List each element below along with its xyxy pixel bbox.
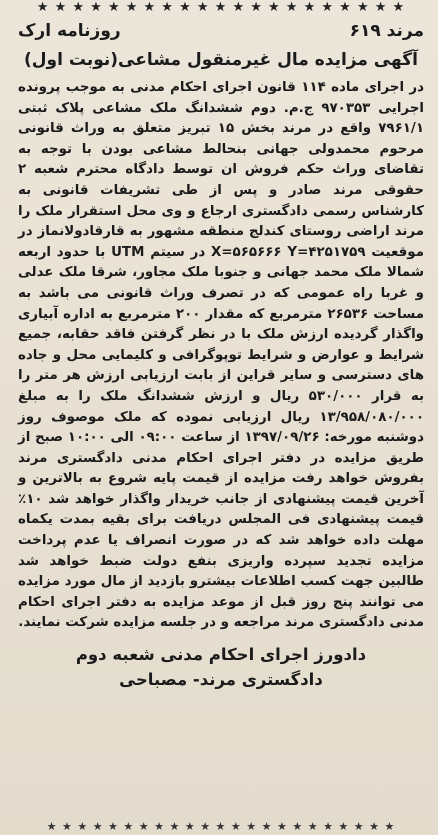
notice-body	[18, 78, 424, 634]
notice-code: مرند ۶۱۹	[349, 21, 424, 41]
star-border-top: ★ ★ ★ ★ ★ ★ ★ ★ ★ ★ ★ ★ ★ ★ ★ ★ ★ ★ ★ ★ ★	[36, 0, 406, 15]
newspaper-name: روزنامه ارک	[18, 21, 121, 41]
notice-signature	[18, 642, 424, 692]
notice-title: آگهی مزایده مال غیرمنقول مشاعی(نوبت اول)	[24, 50, 418, 70]
clipping-header	[18, 16, 424, 46]
signature-line-2: دادگستری مرند- مصباحی	[119, 670, 323, 690]
signature-line-1: دادورز اجرای احکام مدنی شعبه دوم	[75, 645, 367, 665]
star-border-bottom: ★ ★ ★ ★ ★ ★ ★ ★ ★ ★ ★ ★ ★ ★ ★ ★ ★ ★ ★ ★ ★ ★ ★	[46, 821, 396, 833]
notice-body-text: در اجرای ماده ۱۱۴ قانون اجرای احکام مدنی به موجب پرونده اجرایی ۹۷۰۳۵۳ ج.م. دوم ششدانگ ملک مشاعی پلاک ثبتی ۷۹۶۱/۱ واقع در مرند بخش ۱۵ تبریز متعلق به وراث قانونی مرحوم محمدولی جهانی بنحالط مشاعی بودن با توجه به تقاضای وراث حکم فروش ان توسط دادگاه محترم شعبه ۲ حقوقی مرند صادر و پس از طی تشریفات قانونی به کارشناس رسمی دادگستری ارجاع و وی محل استقرار ملک را مرند اراضی روستای کندلج منطقه مشهور به قارقادولانماز در موقعیت X=۵۶۵۶۶۶ Y=۴۲۵۱۷۵۹ در سیتم UTM با حدود اربعه شمالا ملک محمد جهانی و جنوبا ملک مجاور، شرقا ملک عدلی و غربا راه عمومی که در تصرف وراث قانونی می باشد به مساحت ۲۶۵۳۶ مترمربع که مقدار ۲۰۰ مترمربع به اداره آبیاری واگذار گردیده ارزش ملک با در نظر گرفتن فاقد حقابه، جمیع شرایط و عوارض و شرایط توپوگرافی و کلیمایی محل و جاده های دسترسی و سایر قراین از بابت ارزیابی ارزش هر متر را به قرار ۵۳۰/۰۰۰ ریال و ارزش ششدانگ ملک را به مبلغ ۱۳/۹۵۸/۰۸۰/۰۰۰ ریال ارزیابی نموده که ملک موصوف روز دوشنبه مورخه: ۱۳۹۷/۰۹/۲۶ از ساعت ۰۹:۰۰ الی ۱۰:۰۰ صبح از طریق مزایده در دفتر اجرای احکام مدنی دادگستری مرند بفروش خواهد رفت مزایده از قیمت پایه شروع به بالاترین و آخرین قیمت پیشنهادی از جانب خریدار واگذار خواهد شد ۱۰٪ قیمت پیشنهادی فی المجلس دریافت برای بقیه بمدت یکماه مهلت داده خواهد شد که در صورت انصراف یا عدم پرداخت مزایده تجدید سپرده واریزی بنفع دولت ضبط خواهد شد طالبین جهت کسب اطلاعات بیشترو بازدید از مال مورد مزایده می توانند پنج روز قبل از موعد مزایده به دفتر اجرای احکام مدنی دادگستری مرند مراجعه و در جلسه مزایده شرکت نمایند.	[18, 80, 424, 631]
